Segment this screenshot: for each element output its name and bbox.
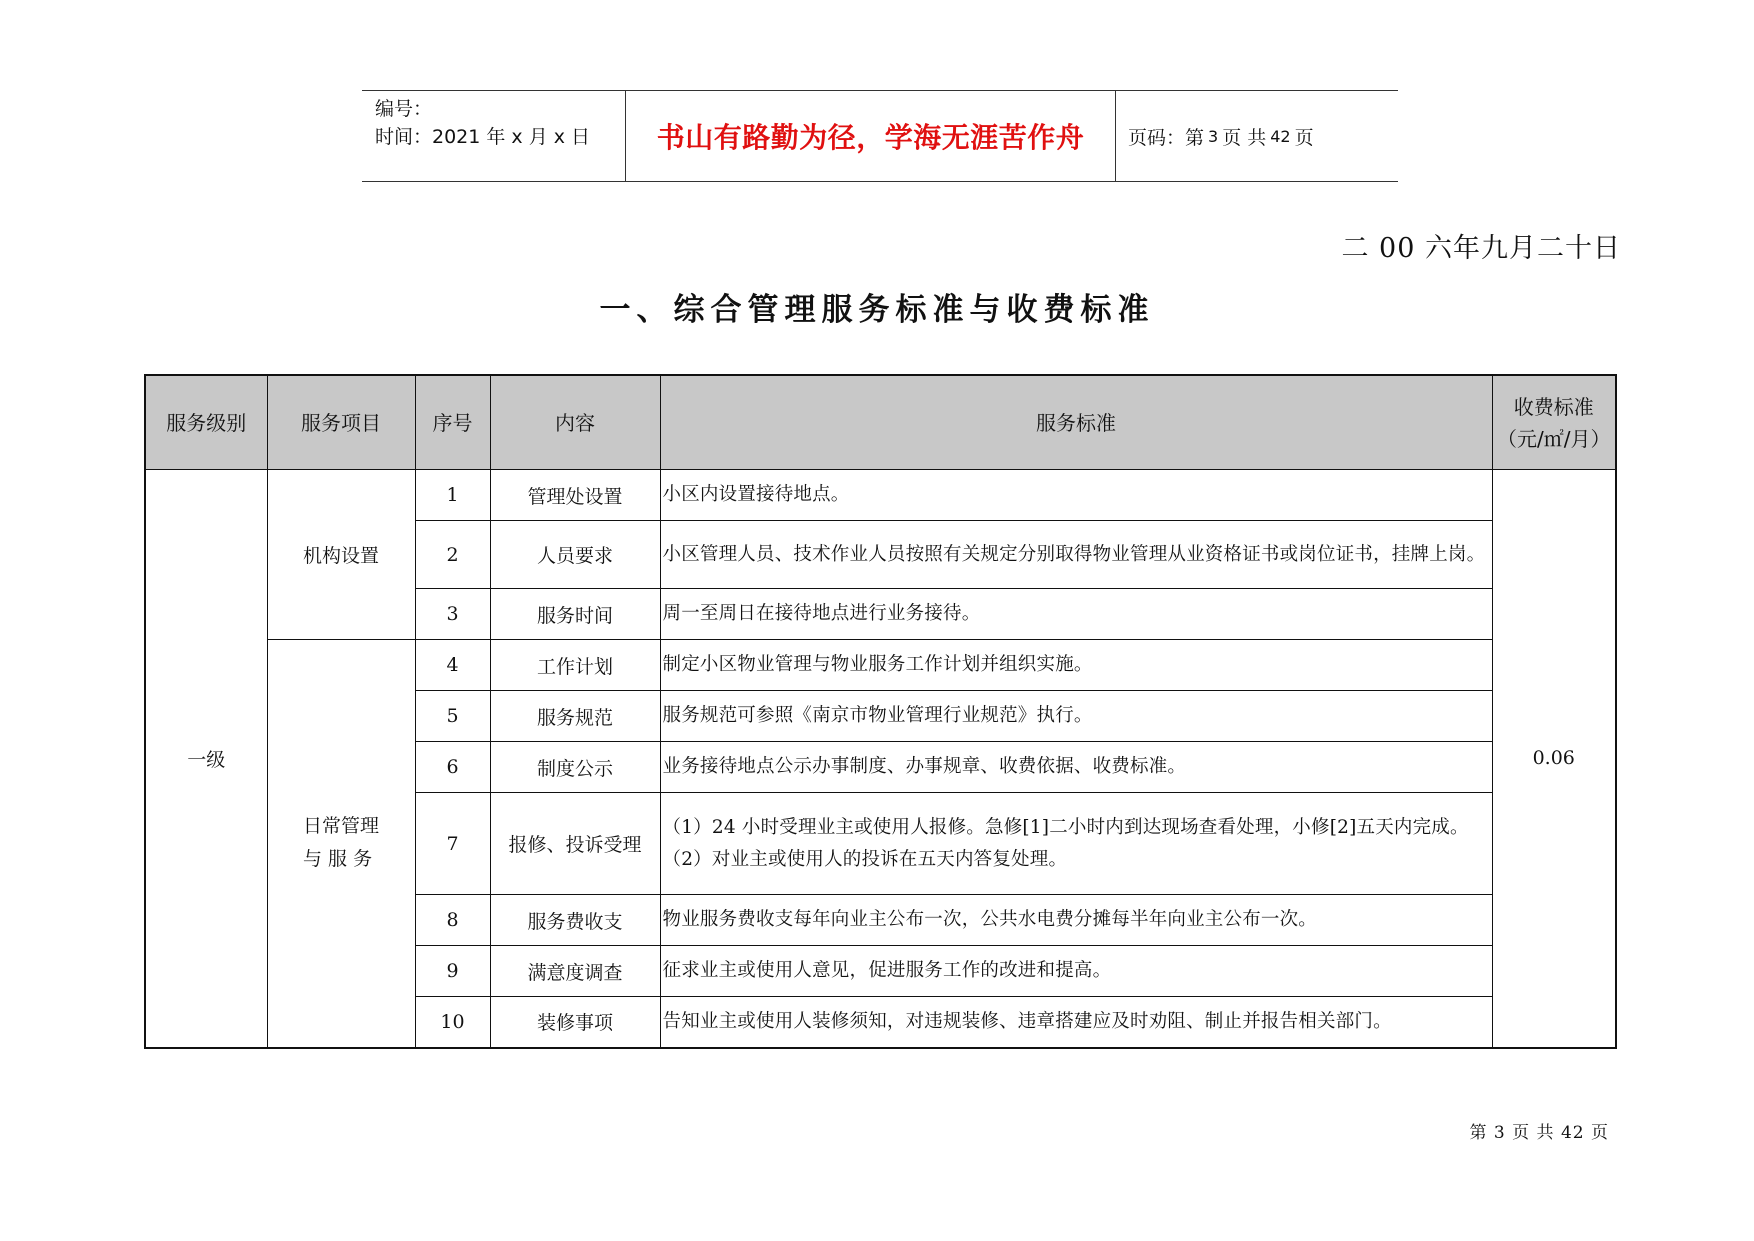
- standard-cell: 告知业主或使用人装修须知，对违规装修、违章搭建应及时劝阻、制止并报告相关部门。: [660, 997, 1492, 1048]
- page-header: [362, 90, 1398, 182]
- service-project-cell: [267, 640, 415, 1048]
- table-header-row: [145, 375, 1616, 470]
- standard-line2: （2）对业主或使用人的投诉在五天内答复处理。: [662, 848, 1068, 870]
- table-row: [145, 470, 1616, 521]
- seq-cell: 7: [415, 793, 490, 895]
- page-total: 42: [1270, 126, 1291, 146]
- header-left-cell: [362, 91, 626, 181]
- content-cell: 服务时间: [490, 589, 660, 640]
- header-fee-line2: （元/㎡/月）: [1497, 426, 1611, 451]
- standard-line1: （1）24 小时受理业主或使用人报修。急修[1]二小时内到达现场查看处理，小修[2]五天内完成。: [662, 816, 1469, 838]
- content-cell: 装修事项: [490, 997, 660, 1048]
- header-level: 服务级别: [145, 375, 267, 470]
- service-project-line1: 日常管理: [302, 815, 379, 838]
- header-standard: 服务标准: [660, 375, 1492, 470]
- footer-page-number: 第 3 页 共 42 页: [1469, 1123, 1609, 1143]
- standard-cell: 物业服务费收支每年向业主公布一次，公共水电费分摊每半年向业主公布一次。: [660, 895, 1492, 946]
- content-cell: 制度公示: [490, 742, 660, 793]
- standard-cell: 业务接待地点公示办事制度、办事规章、收费依据、收费标准。: [660, 742, 1492, 793]
- service-project-cell: 机构设置: [267, 470, 415, 640]
- standard-cell: 征求业主或使用人意见，促进服务工作的改进和提高。: [660, 946, 1492, 997]
- seq-cell: 6: [415, 742, 490, 793]
- standard-cell: 小区管理人员、技术作业人员按照有关规定分别取得物业管理从业资格证书或岗位证书，挂牌上岗。: [660, 521, 1492, 589]
- header-page-info: [1116, 91, 1398, 181]
- page-middle: 页 共: [1222, 126, 1267, 149]
- page-suffix: 页: [1294, 126, 1314, 149]
- document-date: 二 00 六年九月二十日: [1341, 233, 1621, 264]
- seq-cell: 10: [415, 997, 490, 1048]
- standard-cell: 周一至周日在接待地点进行业务接待。: [660, 589, 1492, 640]
- service-level-cell: 一级: [145, 470, 267, 1048]
- fee-cell: 0.06: [1492, 470, 1616, 1048]
- page-current: 3: [1208, 126, 1219, 146]
- service-standard-table: [144, 374, 1617, 1049]
- seq-cell: 8: [415, 895, 490, 946]
- header-motto: 书山有路勤为径，学海无涯苦作舟: [626, 91, 1116, 181]
- seq-cell: 5: [415, 691, 490, 742]
- header-content: 内容: [490, 375, 660, 470]
- seq-cell: 4: [415, 640, 490, 691]
- standard-cell: [660, 793, 1492, 895]
- content-cell: 服务规范: [490, 691, 660, 742]
- content-cell: 报修、投诉受理: [490, 793, 660, 895]
- seq-cell: 1: [415, 470, 490, 521]
- content-cell: 工作计划: [490, 640, 660, 691]
- table-row: [145, 640, 1616, 691]
- header-fee-line1: 收费标准: [1513, 394, 1594, 419]
- standard-cell: 服务规范可参照《南京市物业管理行业规范》执行。: [660, 691, 1492, 742]
- document-title: 一、综合管理服务标准与收费标准: [599, 292, 1155, 328]
- standard-cell: 小区内设置接待地点。: [660, 470, 1492, 521]
- content-cell: 满意度调查: [490, 946, 660, 997]
- document-number-label: 编号：: [375, 98, 433, 120]
- content-cell: 服务费收支: [490, 895, 660, 946]
- header-seq: 序号: [415, 375, 490, 470]
- service-project-line2: 与 服 务: [302, 848, 373, 871]
- seq-cell: 9: [415, 946, 490, 997]
- content-cell: 管理处设置: [490, 470, 660, 521]
- standard-cell: 制定小区物业管理与物业服务工作计划并组织实施。: [660, 640, 1492, 691]
- header-project: 服务项目: [267, 375, 415, 470]
- content-cell: 人员要求: [490, 521, 660, 589]
- document-time-label: 时间：2021 年 x 月 x 日: [375, 126, 591, 148]
- page-prefix: 页码：第: [1128, 126, 1205, 149]
- seq-cell: 2: [415, 521, 490, 589]
- header-fee: [1492, 375, 1616, 470]
- seq-cell: 3: [415, 589, 490, 640]
